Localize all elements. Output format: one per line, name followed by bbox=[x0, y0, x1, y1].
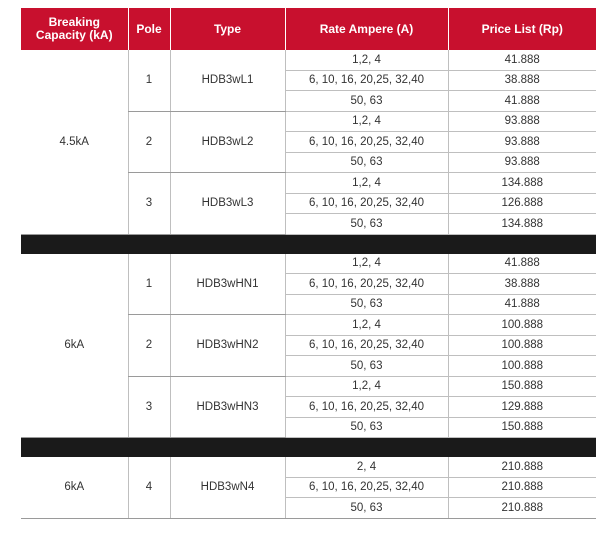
price-cell: 100.888 bbox=[448, 335, 596, 356]
rate-ampere-cell: 1,2, 4 bbox=[285, 376, 448, 397]
rate-ampere-cell: 6, 10, 16, 20,25, 32,40 bbox=[285, 70, 448, 91]
price-cell: 126.888 bbox=[448, 193, 596, 214]
price-cell: 150.888 bbox=[448, 376, 596, 397]
price-cell: 100.888 bbox=[448, 315, 596, 336]
price-cell: 129.888 bbox=[448, 397, 596, 418]
price-cell: 93.888 bbox=[448, 152, 596, 173]
price-cell: 134.888 bbox=[448, 214, 596, 235]
price-cell: 100.888 bbox=[448, 356, 596, 377]
type-cell: HDB3wHN2 bbox=[170, 315, 285, 377]
table-header bbox=[21, 8, 596, 50]
price-cell: 41.888 bbox=[448, 91, 596, 112]
price-cell: 38.888 bbox=[448, 274, 596, 295]
table-row bbox=[21, 457, 596, 477]
breaking-capacity-cell: 4.5kA bbox=[21, 50, 128, 234]
header-price-list: Price List (Rp) bbox=[448, 8, 596, 50]
rate-ampere-cell: 1,2, 4 bbox=[285, 50, 448, 70]
breaking-capacity-cell: 6kA bbox=[21, 254, 128, 438]
price-cell: 93.888 bbox=[448, 132, 596, 153]
price-list-container bbox=[21, 8, 596, 519]
rate-ampere-cell: 1,2, 4 bbox=[285, 173, 448, 194]
header-pole: Pole bbox=[128, 8, 170, 50]
price-cell: 150.888 bbox=[448, 417, 596, 438]
price-cell: 210.888 bbox=[448, 477, 596, 498]
rate-ampere-cell: 50, 63 bbox=[285, 91, 448, 112]
header-type: Type bbox=[170, 8, 285, 50]
rate-ampere-cell: 50, 63 bbox=[285, 417, 448, 438]
price-cell: 93.888 bbox=[448, 111, 596, 132]
price-cell: 41.888 bbox=[448, 50, 596, 70]
pole-cell: 2 bbox=[128, 111, 170, 173]
breaking-capacity-cell: 6kA bbox=[21, 457, 128, 518]
rate-ampere-cell: 6, 10, 16, 20,25, 32,40 bbox=[285, 335, 448, 356]
type-cell: HDB3wL2 bbox=[170, 111, 285, 173]
table-body bbox=[21, 50, 596, 518]
rate-ampere-cell: 6, 10, 16, 20,25, 32,40 bbox=[285, 477, 448, 498]
pole-cell: 3 bbox=[128, 376, 170, 438]
rate-ampere-cell: 6, 10, 16, 20,25, 32,40 bbox=[285, 274, 448, 295]
header-breaking-capacity: Breaking Capacity (kA) bbox=[21, 8, 128, 50]
rate-ampere-cell: 1,2, 4 bbox=[285, 111, 448, 132]
rate-ampere-cell: 6, 10, 16, 20,25, 32,40 bbox=[285, 397, 448, 418]
type-cell: HDB3wN4 bbox=[170, 457, 285, 518]
type-cell: HDB3wL1 bbox=[170, 50, 285, 111]
pole-cell: 3 bbox=[128, 173, 170, 235]
pole-cell: 1 bbox=[128, 50, 170, 111]
table-row bbox=[21, 50, 596, 70]
table-row bbox=[21, 254, 596, 274]
price-list-table bbox=[21, 8, 596, 519]
header-row bbox=[21, 8, 596, 50]
price-cell: 38.888 bbox=[448, 70, 596, 91]
rate-ampere-cell: 1,2, 4 bbox=[285, 315, 448, 336]
type-cell: HDB3wHN1 bbox=[170, 254, 285, 315]
price-cell: 134.888 bbox=[448, 173, 596, 194]
section-separator bbox=[21, 234, 596, 254]
rate-ampere-cell: 50, 63 bbox=[285, 356, 448, 377]
price-cell: 41.888 bbox=[448, 294, 596, 315]
type-cell: HDB3wHN3 bbox=[170, 376, 285, 438]
price-cell: 210.888 bbox=[448, 498, 596, 519]
rate-ampere-cell: 50, 63 bbox=[285, 152, 448, 173]
pole-cell: 2 bbox=[128, 315, 170, 377]
price-cell: 41.888 bbox=[448, 254, 596, 274]
pole-cell: 4 bbox=[128, 457, 170, 518]
separator-bar bbox=[21, 234, 596, 254]
rate-ampere-cell: 50, 63 bbox=[285, 214, 448, 235]
header-rate-ampere: Rate Ampere (A) bbox=[285, 8, 448, 50]
rate-ampere-cell: 50, 63 bbox=[285, 294, 448, 315]
separator-bar bbox=[21, 438, 596, 458]
rate-ampere-cell: 6, 10, 16, 20,25, 32,40 bbox=[285, 132, 448, 153]
section-separator bbox=[21, 438, 596, 458]
price-cell: 210.888 bbox=[448, 457, 596, 477]
rate-ampere-cell: 1,2, 4 bbox=[285, 254, 448, 274]
rate-ampere-cell: 2, 4 bbox=[285, 457, 448, 477]
rate-ampere-cell: 50, 63 bbox=[285, 498, 448, 519]
pole-cell: 1 bbox=[128, 254, 170, 315]
type-cell: HDB3wL3 bbox=[170, 173, 285, 235]
rate-ampere-cell: 6, 10, 16, 20,25, 32,40 bbox=[285, 193, 448, 214]
